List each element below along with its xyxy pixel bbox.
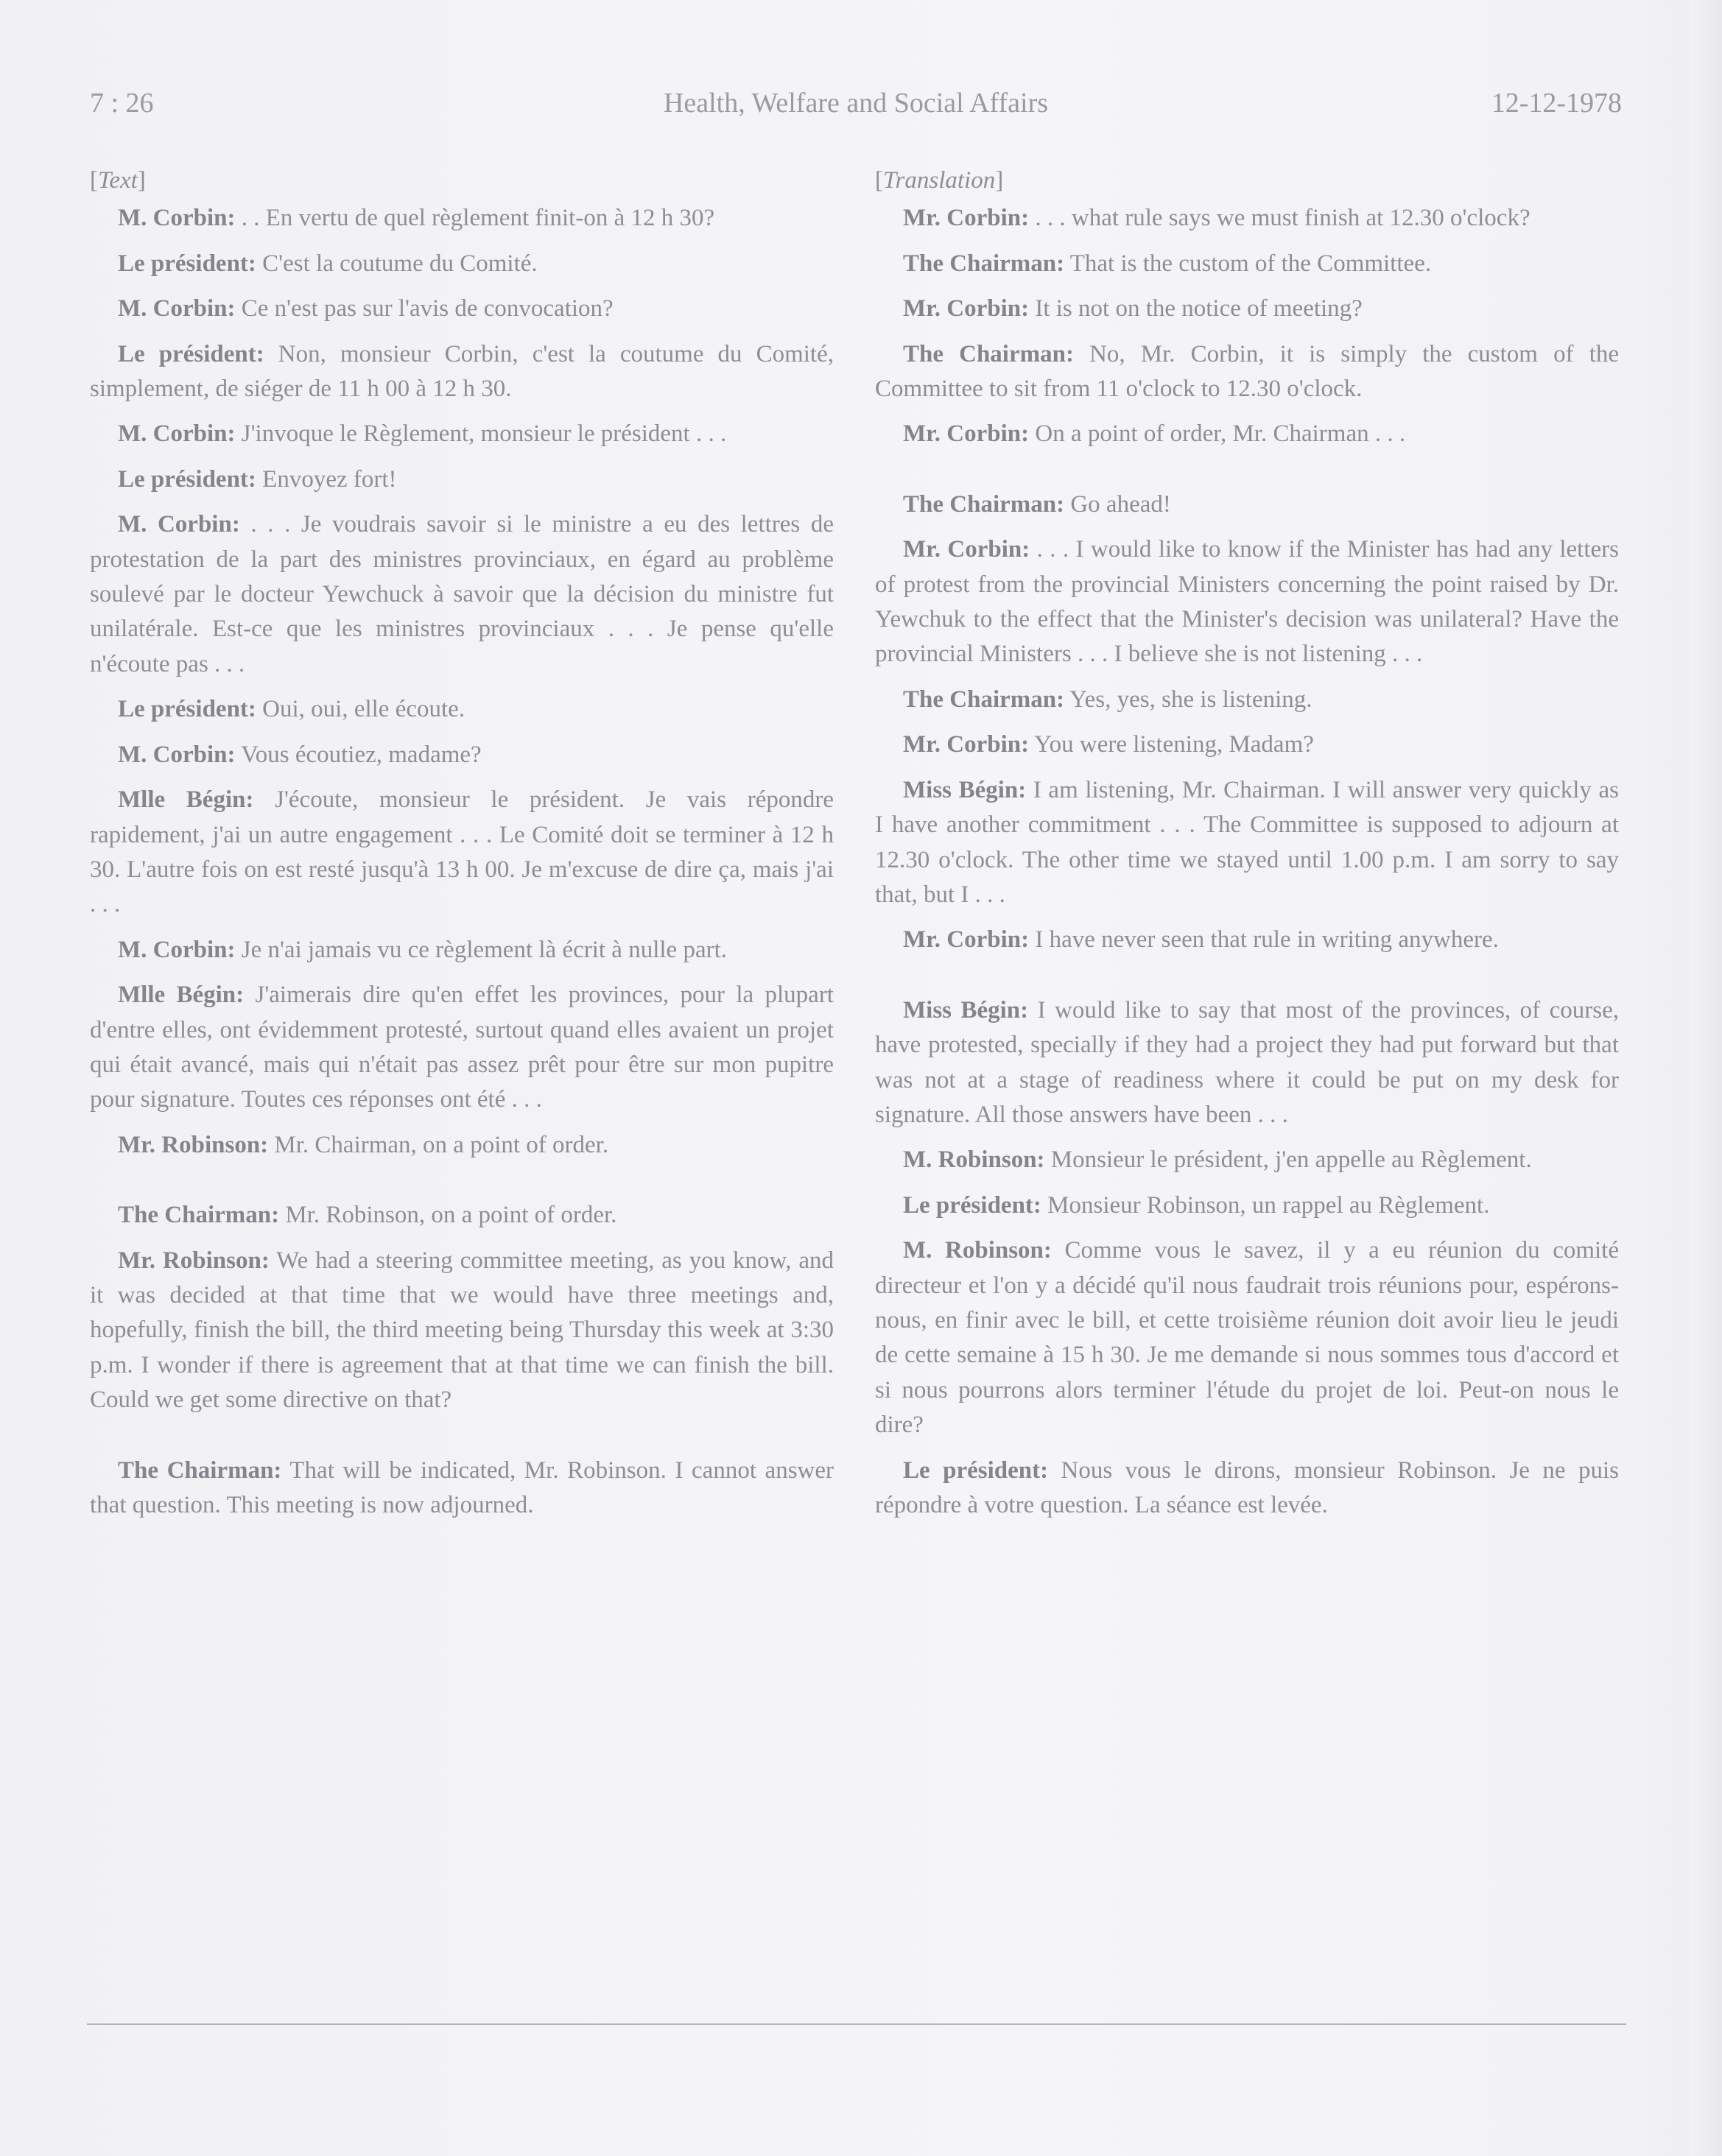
paragraph: Le président: Envoyez fort! [118, 465, 397, 493]
paragraph: Le président: Oui, oui, elle écoute. [118, 696, 465, 723]
page-edge-shadow [1690, 0, 1722, 2156]
paragraph: Mr. Corbin: . . . I would like to know if the Minister has had any letters of protest from the provincial Ministers concerning the point raised by Dr. Yewchuk to the effect that the Minister's decision was unilateral? Have the provincial Ministers . . . I believe she is not listening . . . [875, 536, 1620, 668]
paragraph: Mr. Corbin: On a point of order, Mr. Chairman . . . [903, 420, 1406, 448]
paragraph: Mr. Corbin: I have never seen that rule in writing anywhere. [903, 926, 1499, 954]
paragraph: Mr. Robinson: Mr. Chairman, on a point of order. [118, 1131, 609, 1158]
paragraph: Le président: Nous vous le dirons, monsieur Robinson. Je ne puis répondre à votre question. La séance est levée. [875, 1456, 1619, 1518]
paragraph: Mr. Corbin: . . . what rule says we must finish at 12.30 o'clock? [903, 205, 1531, 232]
paragraph: The Chairman: No, Mr. Corbin, it is simply the custom of the Committee to sit from 11 o'clock to 12.30 o'clock. [875, 340, 1620, 403]
paragraph: Mr. Corbin: You were listening, Madam? [903, 731, 1314, 758]
paragraph: Mr. Robinson: We had a steering committee meeting, as you know, and it was decided at that time that we would have three meetings and, hopefully, finish the bill, the third meeting being Thursday this week at 3:30 p.m. I wonder if there is agreement that at that time we can finish the bill. Could we get some directive on that? [90, 1247, 834, 1414]
paragraph: Miss Bégin: I would like to say that most of the provinces, of course, have protested, specially if they had a project they had put forward but that was not at a stage of readiness where it could be put on my desk for signature. All those answers have been . . . [875, 996, 1619, 1128]
page-header [90, 87, 1622, 124]
paragraph: Le président: Non, monsieur Corbin, c'est la coutume du Comité, simplement, de siéger de 11 h 00 à 12 h 30. [90, 340, 834, 403]
paragraph: Mlle Bégin: J'écoute, monsieur le président. Je vais répondre rapidement, j'ai un autre engagement . . . Le Comité doit se terminer à 12 h 30. L'autre fois on est resté jusqu'à 13 h 00. Je m'excuse de dire ça, mais j'ai . . . [90, 786, 834, 918]
left-column [90, 163, 834, 1533]
footer-rule [87, 2023, 1626, 2025]
paragraph: M. Robinson: Monsieur le président, j'en appelle au Règlement. [903, 1146, 1532, 1174]
right-column [875, 163, 1619, 1533]
paragraph: M. Corbin: Je n'ai jamais vu ce règlement là écrit à nulle part. [118, 936, 727, 963]
running-title: Health, Welfare and Social Affairs [663, 88, 1049, 119]
header-date: 12-12-1978 [1491, 88, 1622, 119]
paragraph: The Chairman: Yes, yes, she is listening. [903, 686, 1312, 713]
paragraph: The Chairman: Mr. Robinson, on a point of order. [118, 1202, 617, 1229]
paragraph: M. Corbin: Ce n'est pas sur l'avis de convocation? [118, 295, 614, 323]
page-number: 7 : 26 [90, 88, 154, 119]
paragraph: The Chairman: Go ahead! [903, 490, 1171, 518]
paragraph: M. Corbin: . . En vertu de quel règlement finit-on à 12 h 30? [118, 205, 715, 232]
paragraph: Le président: C'est la coutume du Comité. [118, 250, 538, 277]
paragraph: M. Corbin: J'invoque le Règlement, monsieur le président . . . [118, 420, 727, 448]
paragraph: Le président: Monsieur Robinson, un rappel au Règlement. [903, 1191, 1490, 1219]
paragraph: M. Corbin: Vous écoutiez, madame? [118, 741, 482, 768]
section-label-translation: [Translation] [875, 167, 1004, 194]
paragraph: The Chairman: That will be indicated, Mr. Robinson. I cannot answer that question. This meeting is now adjourned. [90, 1456, 834, 1518]
paragraph: Mlle Bégin: J'aimerais dire qu'en effet les provinces, pour la plupart d'entre elles, ont évidemment protesté, surtout quand elles avaient un projet qui était avancé, mais qui n'était pas assez prêt pour être sur mon pupitre pour signature. Toutes ces réponses ont été . . . [90, 982, 834, 1113]
section-label-text: [Text] [90, 167, 146, 194]
paragraph: M. Corbin: . . . Je voudrais savoir si le ministre a eu des lettres de protestation de la part des ministres provinciaux, en égard au problème soulevé par le docteur Yewchuck à savoir que la décision du ministre fut unilatérale. Est-ce que les ministres provinciaux . . . Je pense qu'elle n'écoute pas . . . [90, 511, 834, 677]
paragraph: Mr. Corbin: It is not on the notice of meeting? [903, 295, 1363, 323]
paragraph: The Chairman: That is the custom of the Committee. [903, 250, 1432, 277]
paragraph: M. Robinson: Comme vous le savez, il y a eu réunion du comité directeur et l'on y a décidé qu'il nous faudrait trois réunions pour, espérons-nous, en finir avec le bill, et cette troisième réunion doit avoir lieu le jeudi de cette semaine à 15 h 30. Je me demande si nous sommes tous d'accord et si nous pourrons alors terminer l'étude du projet de loi. Peut-on nous le dire? [875, 1237, 1620, 1439]
paragraph: Miss Bégin: I am listening, Mr. Chairman. I will answer very quickly as I have another commitment . . . The Committee is supposed to adjourn at 12.30 o'clock. The other time we stayed until 1.00 p.m. I am sorry to say that, but I . . . [875, 776, 1619, 908]
